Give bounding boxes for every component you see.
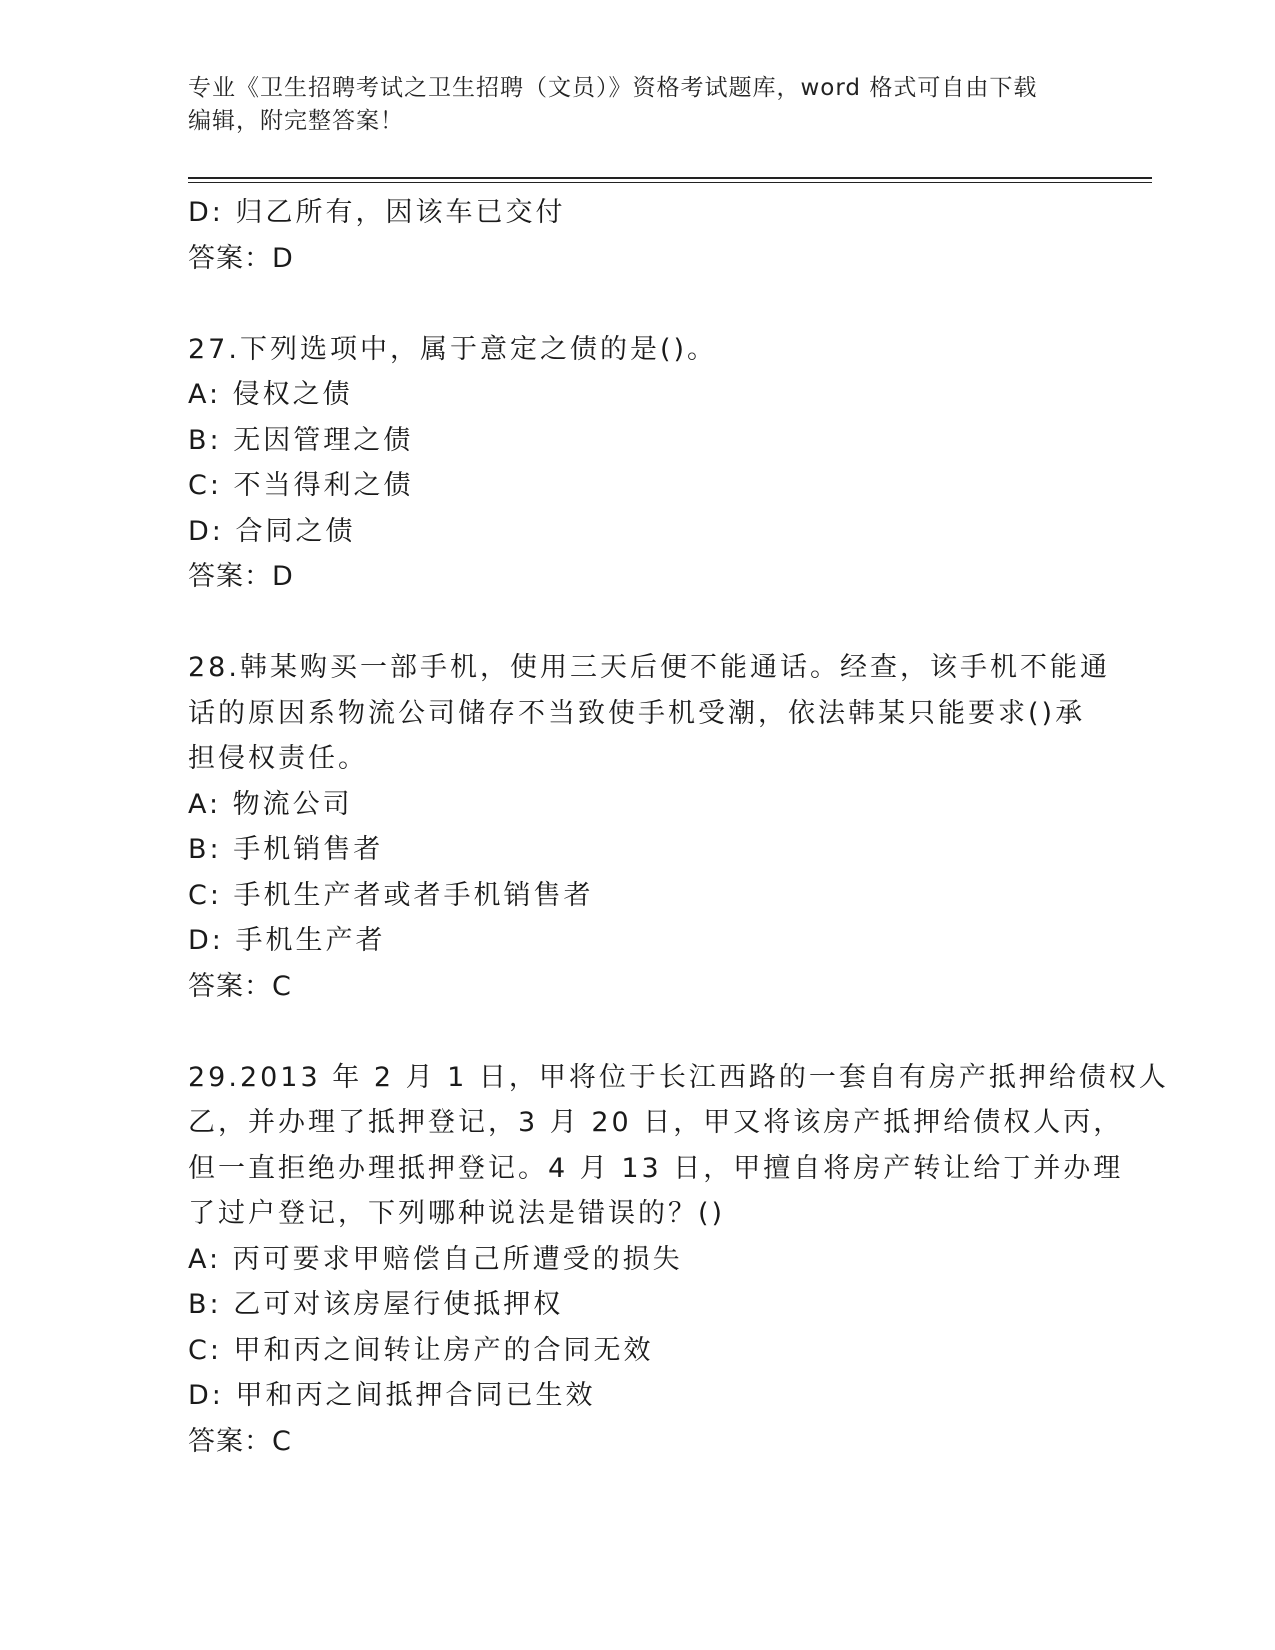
option-a: A: 物流公司 <box>188 788 353 820</box>
question-stem-line-1: 29.2013 年 2 月 1 日，甲将位于长江西路的一套自有房产抵押给债权人 <box>188 1061 1169 1093</box>
question-stem-line-1: 28.韩某购买一部手机，使用三天后便不能通话。经查，该手机不能通 <box>188 652 1110 683</box>
answer-line: 答案：C <box>188 970 292 1002</box>
header-divider-thick <box>188 177 1152 179</box>
header-line-1: 专业《卫生招聘考试之卫生招聘（文员）》资格考试题库，word 格式可自由下载 <box>188 75 1038 101</box>
option-a: A: 丙可要求甲赔偿自己所遭受的损失 <box>188 1243 683 1275</box>
header-divider-thin <box>188 182 1152 183</box>
question-stem-line-2: 乙，并办理了抵押登记，3 月 20 日，甲又将该房产抵押给债权人丙， <box>188 1107 1124 1138</box>
option-d: D: 合同之债 <box>188 515 356 547</box>
spacer <box>188 281 1088 327</box>
spacer <box>188 1009 1088 1055</box>
question-stem-line-3: 担侵权责任。 <box>188 743 368 774</box>
option-d: D: 手机生产者 <box>188 925 386 956</box>
header-line-2: 编辑，附完整答案！ <box>188 108 404 134</box>
question-block-27 <box>188 327 1088 600</box>
option-d: D: 甲和丙之间抵押合同已生效 <box>188 1380 596 1411</box>
document-header <box>188 72 1088 138</box>
answer-line: 答案：D <box>188 561 294 592</box>
spacer <box>188 600 1088 646</box>
option-d: D: 归乙所有，因该车已交付 <box>188 197 566 228</box>
question-stem: 27.下列选项中，属于意定之债的是()。 <box>188 333 718 365</box>
question-block-26-tail <box>188 190 1088 281</box>
answer-line: 答案：D <box>188 242 294 274</box>
option-b: B: 手机销售者 <box>188 834 384 865</box>
option-c: C: 甲和丙之间转让房产的合同无效 <box>188 1334 654 1366</box>
question-stem-line-3: 但一直拒绝办理抵押登记。4 月 13 日，甲擅自将房产转让给丁并办理 <box>188 1152 1124 1184</box>
option-c: C: 不当得利之债 <box>188 470 414 501</box>
question-stem-line-4: 了过户登记，下列哪种说法是错误的？() <box>188 1198 726 1229</box>
option-b: B: 无因管理之债 <box>188 424 414 456</box>
question-stem-line-2: 话的原因系物流公司储存不当致使手机受潮，依法韩某只能要求()承 <box>188 697 1086 729</box>
option-c: C: 手机生产者或者手机销售者 <box>188 879 594 911</box>
option-b: B: 乙可对该房屋行使抵押权 <box>188 1289 564 1320</box>
answer-line: 答案：C <box>188 1425 292 1457</box>
question-block-28 <box>188 645 1110 1009</box>
question-block-29 <box>188 1055 1169 1465</box>
question-content <box>188 190 1169 1464</box>
option-a: A: 侵权之债 <box>188 379 353 410</box>
